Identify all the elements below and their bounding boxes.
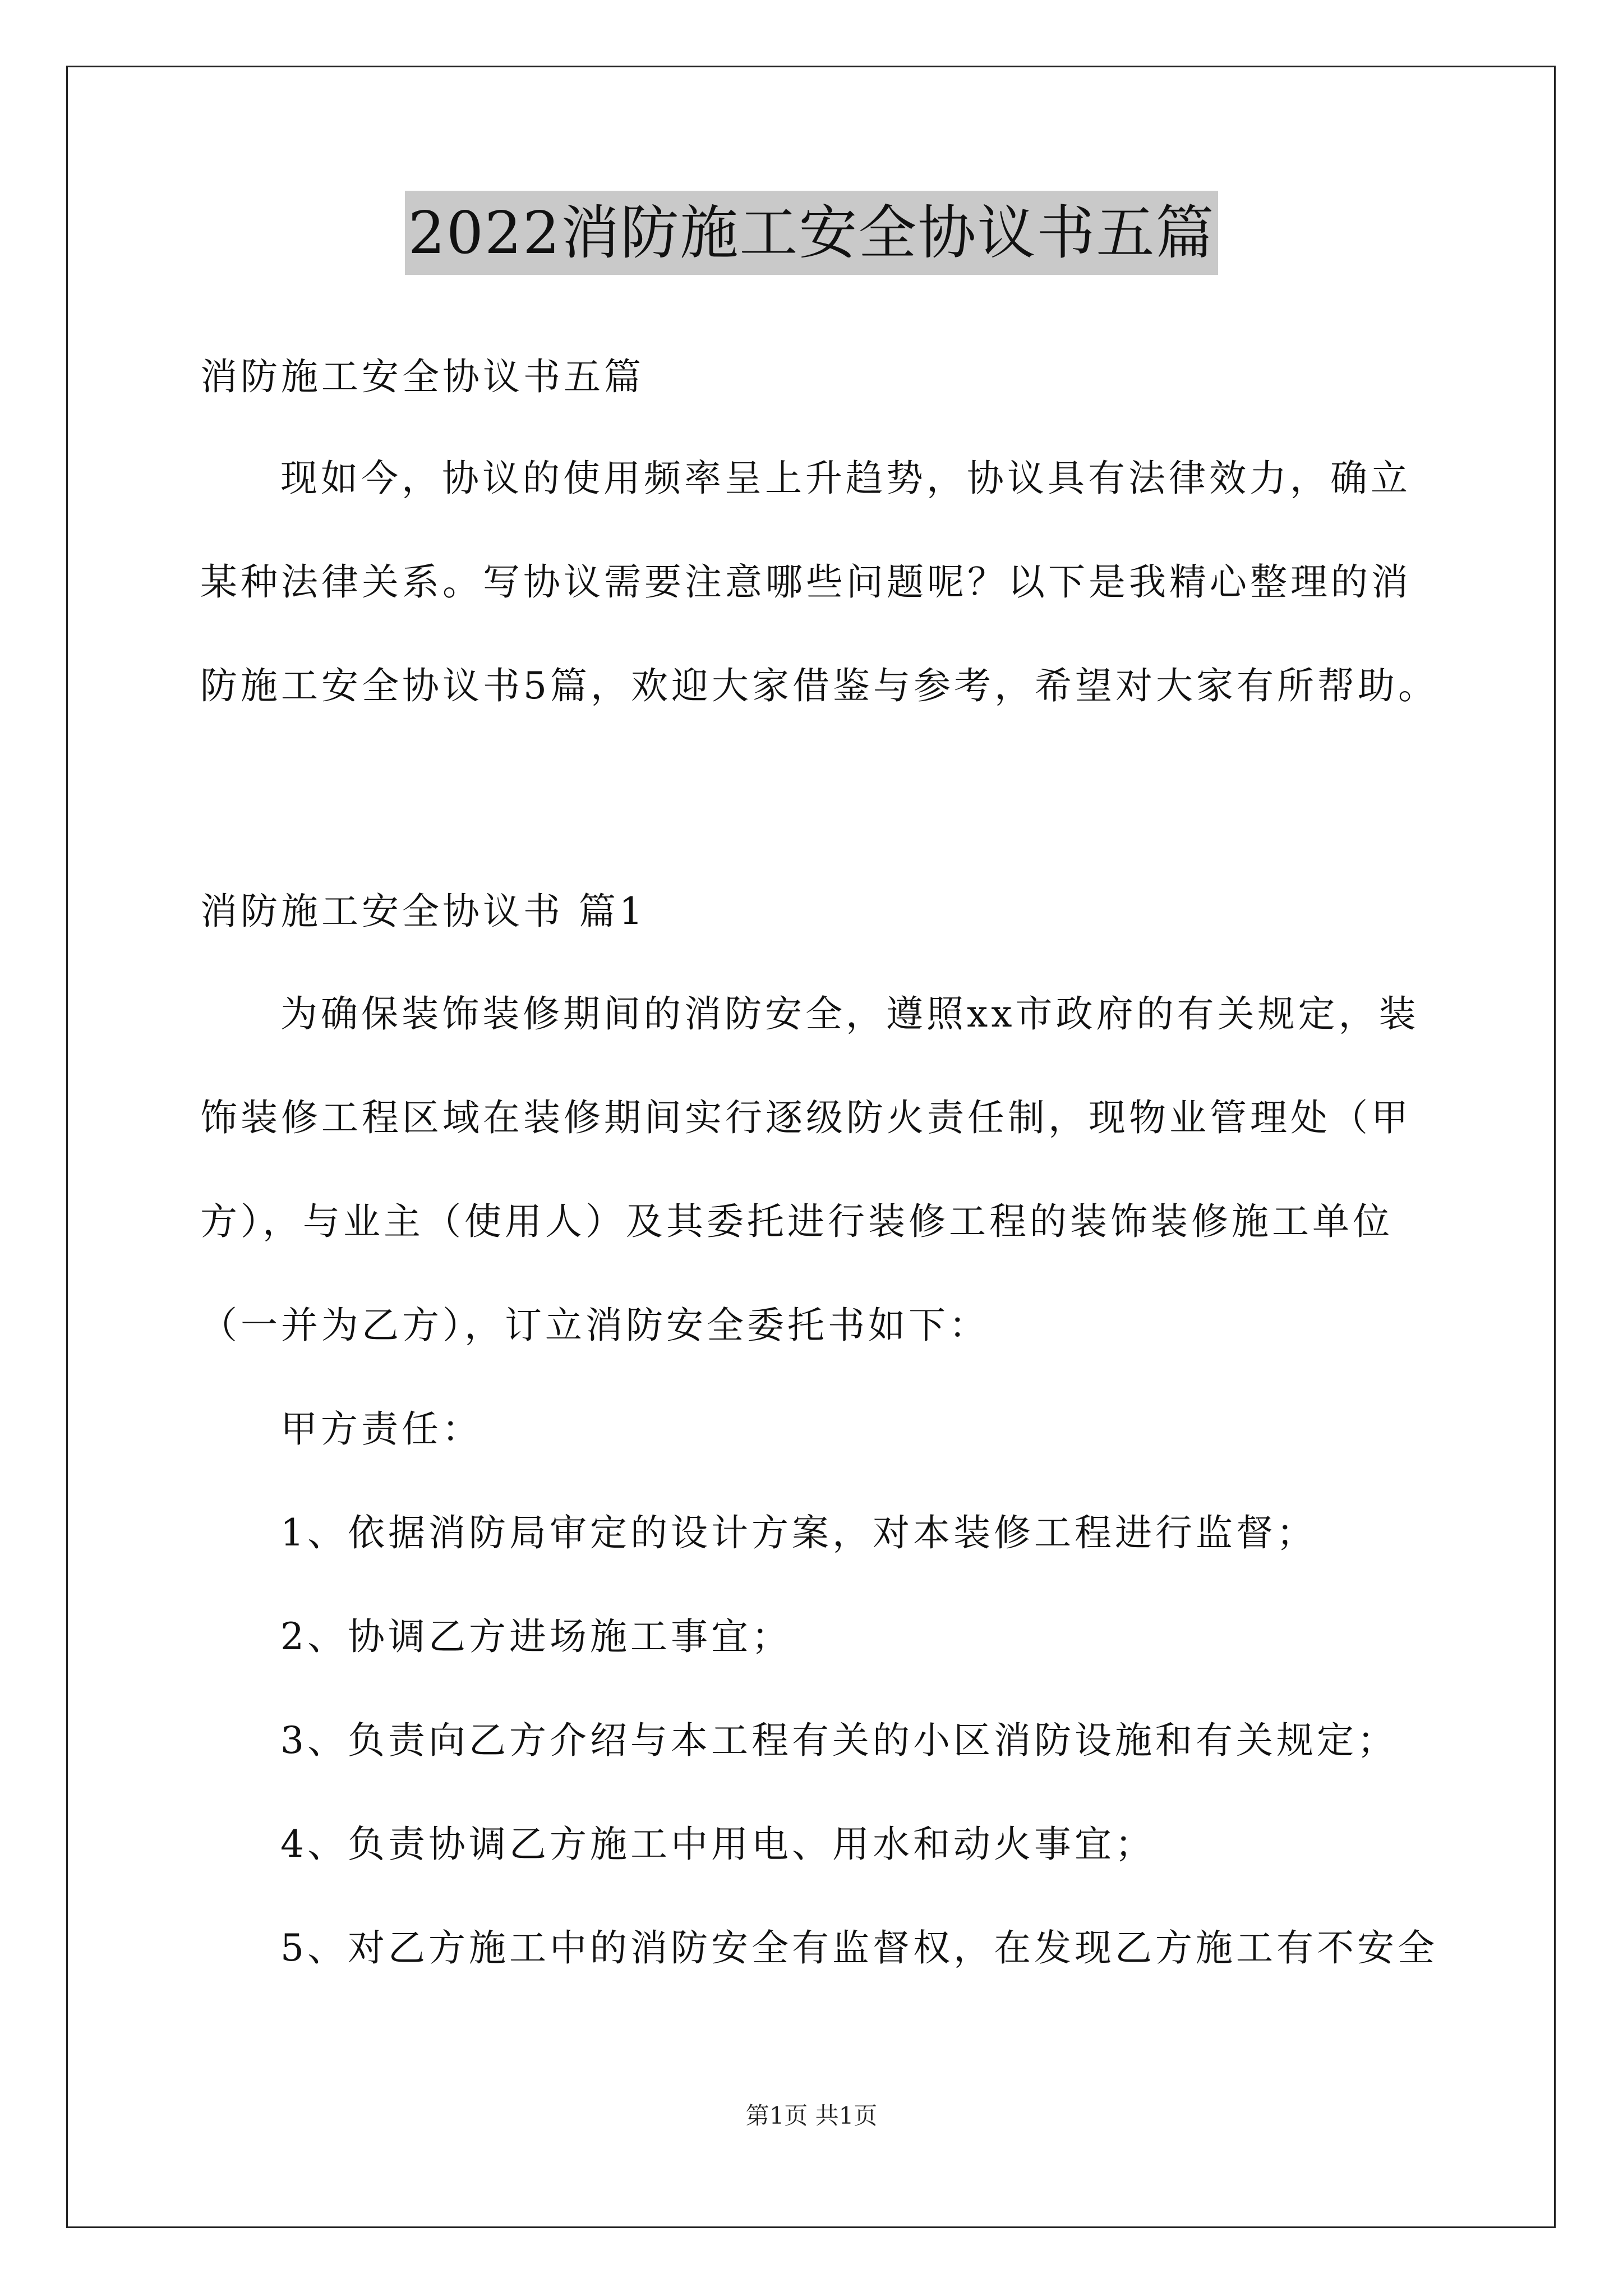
duty-heading: 甲方责任： xyxy=(280,1407,482,1451)
section-heading: 消防施工安全协议书 篇1 xyxy=(200,890,646,933)
title-wrap xyxy=(0,191,1623,275)
duty-item-3: 3、负责向乙方介绍与本工程有关的小区消防设施和有关规定； xyxy=(280,1719,1398,1762)
intro-line-3: 防施工安全协议书5篇，欢迎大家借鉴与参考，希望对大家有所帮助。 xyxy=(200,664,1438,707)
body-line-4: （一并为乙方），订立消防安全委托书如下： xyxy=(200,1304,989,1347)
intro-line-2: 某种法律关系。写协议需要注意哪些问题呢？以下是我精心整理的消 xyxy=(200,560,1412,604)
duty-item-5: 5、对乙方施工中的消防安全有监督权，在发现乙方施工有不安全 xyxy=(280,1926,1438,1970)
duty-item-1: 1、依据消防局审定的设计方案，对本装修工程进行监督； xyxy=(280,1511,1317,1554)
document-title: 2022消防施工安全协议书五篇 xyxy=(405,191,1219,275)
body-line-3: 方），与业主（使用人）及其委托进行装修工程的装饰装修施工单位 xyxy=(200,1200,1393,1243)
page-footer: 第1页 共1页 xyxy=(745,2102,878,2129)
body-line-2: 饰装修工程区域在装修期间实行逐级防火责任制，现物业管理处（甲 xyxy=(200,1096,1412,1139)
duty-item-4: 4、负责协调乙方施工中用电、用水和动火事宜； xyxy=(280,1823,1155,1866)
body-line-1: 为确保装饰装修期间的消防安全，遵照xx市政府的有关规定，装 xyxy=(280,992,1419,1036)
document-subtitle: 消防施工安全协议书五篇 xyxy=(200,355,644,398)
duty-item-2: 2、协调乙方进场施工事宜； xyxy=(280,1615,792,1658)
intro-line-1: 现如今，协议的使用频率呈上升趋势，协议具有法律效力，确立 xyxy=(280,457,1411,500)
